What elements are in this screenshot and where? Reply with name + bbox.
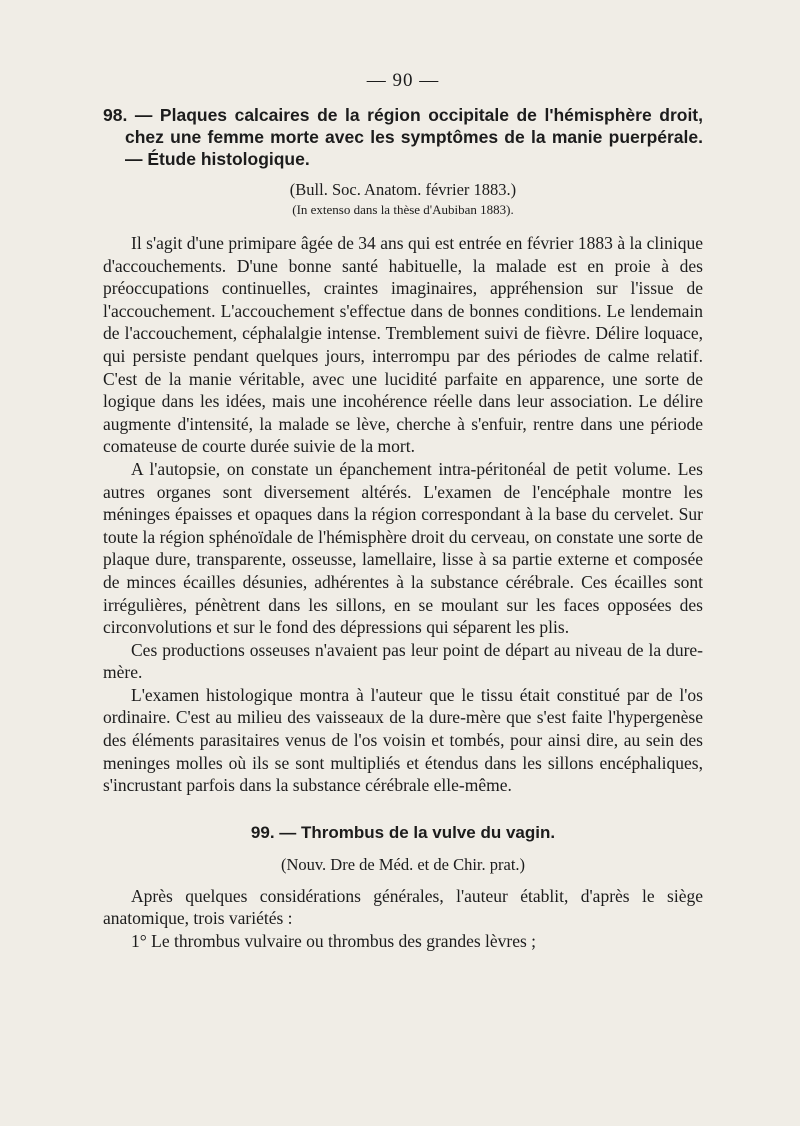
paragraph: A l'autopsie, on constate un épanchement intra-péritonéal de petit volume. Les autres organes sont diversement altérés. L'examen de l'encéphale montre les méninges épaisses et opaques dans la région correspondant à la base du cervelet. Sur toute la région sphénoïdale de l'hémisphère droit du cerveau, on constate une sorte de plaque dure, transparente, osseusse, lamellaire, lisse à sa partie externe et composée de minces écailles désunies, adhérentes à la substance cérébrale. Ces écailles sont irrégulières, pénètrent dans les sillons, en se moulant sur les faces opposées des circonvolutions et sur le fond des dépressions qui séparent les plis. — [103, 458, 703, 638]
section-98-citation-sub: (In extenso dans la thèse d'Aubiban 1883). — [292, 202, 514, 217]
page-number: — 90 — — [366, 70, 440, 91]
section-99-heading: 99. — Thrombus de la vulve du vagin. — [250, 822, 556, 842]
paragraph: L'examen histologique montra à l'auteur que le tissu était constitué par de l'os ordinaire. C'est au milieu des vaisseaux de la dure-mère que s'est faite l'hypergenèse des éléments parasitaires venus de l'os voisin et tombés, pour ainsi dire, au sein des meninges molles où ils se sont multipliés et étendus dans les sillons encéphaliques, s'incrustant parfois dans la substance cérébrale elle-même. — [103, 684, 703, 796]
paragraph: Ces productions osseuses n'avaient pas leur point de départ au niveau de la dure-mère. — [103, 639, 703, 683]
paragraph: Il s'agit d'une primipare âgée de 34 ans qui est entrée en février 1883 à la clinique d'accouchements. D'une bonne santé habituelle, la malade est en proie à des préoccupations continuelles, craintes imaginaires, appréhension sur l'issue de l'accouchement. L'accouchement s'effectue dans de bonnes conditions. Le lendemain de l'accouchement, céphalalgie intense. Tremblement suivi de fièvre. Délire loquace, qui persiste pendant quelques jours, interrompu par des périodes de calme relatif. C'est de la manie véritable, avec une lucidité parfaite en apparence, une sorte de logique dans les idées, mais une incohérence réelle dans leur association. Le délire augmente d'intensité, la malade se lève, cherche à s'enfuir, rentre dans une période comateuse de courte durée suivie de la mort. — [103, 233, 703, 457]
section-98-citation: (Bull. Soc. Anatom. février 1883.) — [289, 180, 517, 199]
page-content — [103, 70, 703, 953]
paragraph: Après quelques considérations générales, l'auteur établit, d'après le siège anatomique, trois variétés : — [103, 885, 703, 929]
section-99-citation: (Nouv. Dre de Méd. et de Chir. prat.) — [280, 854, 526, 874]
list-item: 1° Le thrombus vulvaire ou thrombus des grandes lèvres ; — [131, 931, 537, 952]
section-98-heading: 98. — Plaques calcaires de la région occipitale de l'hémisphère droit, chez une femme morte avec les symptômes de la manie puerpérale. — Étude histologique. — [103, 105, 703, 169]
